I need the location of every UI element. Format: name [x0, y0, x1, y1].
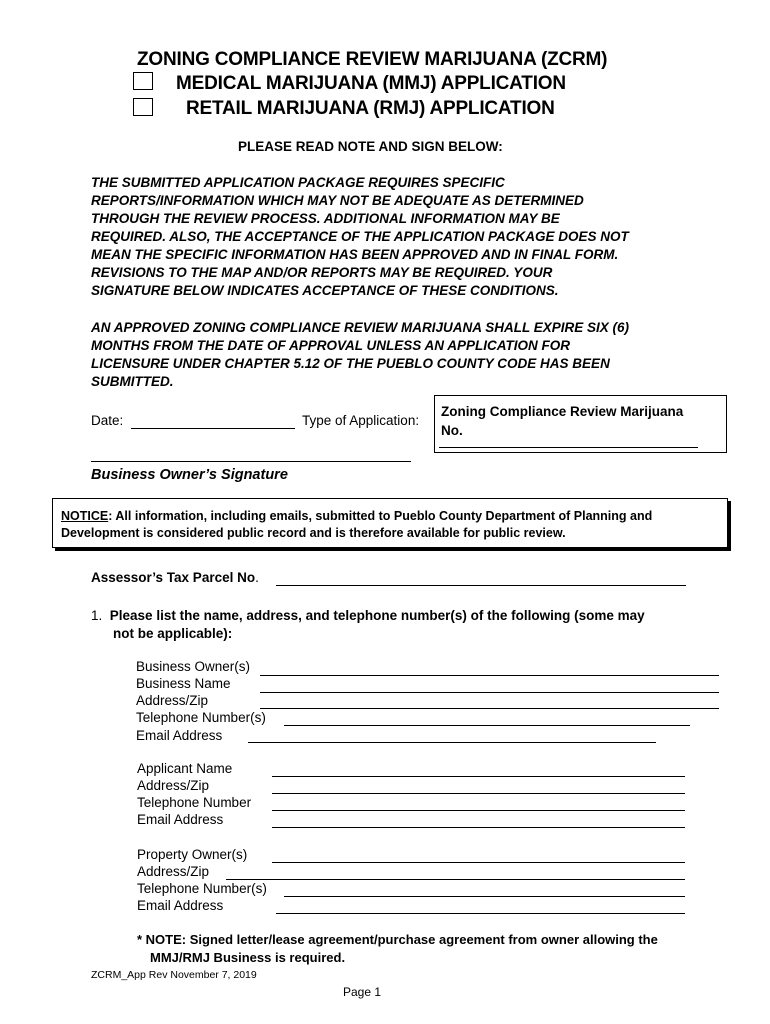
- property-phone-field[interactable]: [284, 880, 685, 897]
- property-email-field[interactable]: [276, 897, 685, 914]
- property-address-label: Address/Zip: [137, 864, 210, 879]
- owner-signature-line[interactable]: [91, 461, 411, 462]
- business-owner-label: Business Owner(s): [136, 659, 251, 674]
- question-number: 1.: [91, 608, 103, 623]
- paragraph-line: MONTHS FROM THE DATE OF APPROVAL UNLESS AN APPLICATION FOR: [91, 338, 570, 353]
- business-name-label: Business Name: [136, 676, 231, 691]
- page-number: Page 1: [343, 985, 382, 999]
- business-address-field[interactable]: [260, 692, 719, 709]
- date-field[interactable]: [131, 412, 295, 429]
- question-1-line2: not be applicable):: [113, 626, 233, 641]
- business-phone-label: Telephone Number(s): [136, 710, 266, 725]
- zcrm-number-line[interactable]: [439, 447, 698, 448]
- paragraph-line: AN APPROVED ZONING COMPLIANCE REVIEW MARIJUANA SHALL EXPIRE SIX (6): [91, 320, 630, 335]
- notice-lead: NOTICE: [61, 509, 109, 523]
- applicant-email-label: Email Address: [137, 812, 224, 827]
- public-record-notice: [52, 498, 728, 548]
- mmj-option-label: MEDICAL MARIJUANA (MMJ) APPLICATION: [176, 73, 566, 94]
- property-email-label: Email Address: [137, 898, 224, 913]
- instructions-heading: PLEASE READ NOTE AND SIGN BELOW:: [238, 139, 503, 154]
- notice-line2: Development is considered public record and is therefore available for public review.: [61, 526, 566, 540]
- application-type-label: Type of Application:: [302, 413, 420, 428]
- applicant-phone-field[interactable]: [272, 794, 685, 811]
- business-email-field[interactable]: [248, 726, 656, 743]
- parcel-number-field[interactable]: [276, 569, 686, 586]
- notice-line1: [61, 508, 652, 525]
- property-address-field[interactable]: [226, 863, 685, 880]
- business-owner-field[interactable]: [260, 659, 719, 676]
- applicant-address-label: Address/Zip: [137, 778, 210, 793]
- paragraph-line: REPORTS/INFORMATION WHICH MAY NOT BE ADEQUATE AS DETERMINED: [91, 193, 584, 208]
- business-address-label: Address/Zip: [136, 693, 209, 708]
- owner-consent-note: [137, 931, 658, 967]
- rmj-checkbox[interactable]: [133, 98, 153, 116]
- business-email-label: Email Address: [136, 728, 223, 743]
- property-owner-field[interactable]: [272, 846, 685, 863]
- conditions-paragraph: [91, 174, 629, 300]
- applicant-name-label: Applicant Name: [137, 761, 233, 776]
- paragraph-line: SIGNATURE BELOW INDICATES ACCEPTANCE OF THESE CONDITIONS.: [91, 283, 559, 298]
- paragraph-line: REVISIONS TO THE MAP AND/OR REPORTS MAY BE REQUIRED. YOUR: [91, 265, 553, 280]
- zcrm-number-label: [441, 402, 683, 440]
- business-phone-field[interactable]: [284, 709, 690, 726]
- form-title: ZONING COMPLIANCE REVIEW MARIJUANA (ZCRM): [137, 49, 608, 70]
- applicant-phone-label: Telephone Number: [137, 795, 252, 810]
- business-name-field[interactable]: [260, 676, 719, 693]
- mmj-checkbox[interactable]: [133, 72, 153, 90]
- question-1-line1: Please list the name, address, and telephone number(s) of the following (some may: [109, 608, 645, 623]
- property-phone-label: Telephone Number(s): [137, 881, 267, 896]
- paragraph-line: REQUIRED. ALSO, THE ACCEPTANCE OF THE APPLICATION PACKAGE DOES NOT: [91, 229, 629, 244]
- notice-line1-text: : All information, including emails, submitted to Pueblo County Department of Planning and: [108, 509, 653, 523]
- note-line1: * NOTE: Signed letter/lease agreement/purchase agreement from owner allowing the: [137, 932, 658, 947]
- revision-footer: ZCRM_App Rev November 7, 2019: [91, 969, 257, 981]
- applicant-email-field[interactable]: [272, 811, 685, 828]
- paragraph-line: SUBMITTED.: [91, 374, 174, 389]
- zcrm-number-label-line2: No.: [441, 423, 463, 438]
- zcrm-number-label-line1: Zoning Compliance Review Marijuana: [441, 404, 684, 419]
- parcel-label: [91, 570, 259, 585]
- parcel-label-text: Assessor’s Tax Parcel No: [91, 570, 256, 585]
- date-label: Date:: [91, 413, 124, 428]
- expiration-paragraph: [91, 319, 629, 391]
- question-1: [91, 607, 645, 643]
- parcel-label-period: .: [255, 570, 259, 585]
- paragraph-line: LICENSURE UNDER CHAPTER 5.12 OF THE PUEBLO COUNTY CODE HAS BEEN: [91, 356, 610, 371]
- property-owner-label: Property Owner(s): [137, 847, 248, 862]
- paragraph-line: THROUGH THE REVIEW PROCESS. ADDITIONAL INFORMATION MAY BE: [91, 211, 560, 226]
- note-line2: MMJ/RMJ Business is required.: [150, 950, 346, 965]
- paragraph-line: MEAN THE SPECIFIC INFORMATION HAS BEEN APPROVED AND IN FINAL FORM.: [91, 247, 619, 262]
- applicant-name-field[interactable]: [272, 760, 685, 777]
- zcrm-number-box: [434, 395, 727, 453]
- applicant-address-field[interactable]: [272, 777, 685, 794]
- rmj-option-label: RETAIL MARIJUANA (RMJ) APPLICATION: [186, 98, 555, 119]
- owner-signature-label: Business Owner’s Signature: [91, 467, 288, 483]
- paragraph-line: THE SUBMITTED APPLICATION PACKAGE REQUIRES SPECIFIC: [91, 175, 505, 190]
